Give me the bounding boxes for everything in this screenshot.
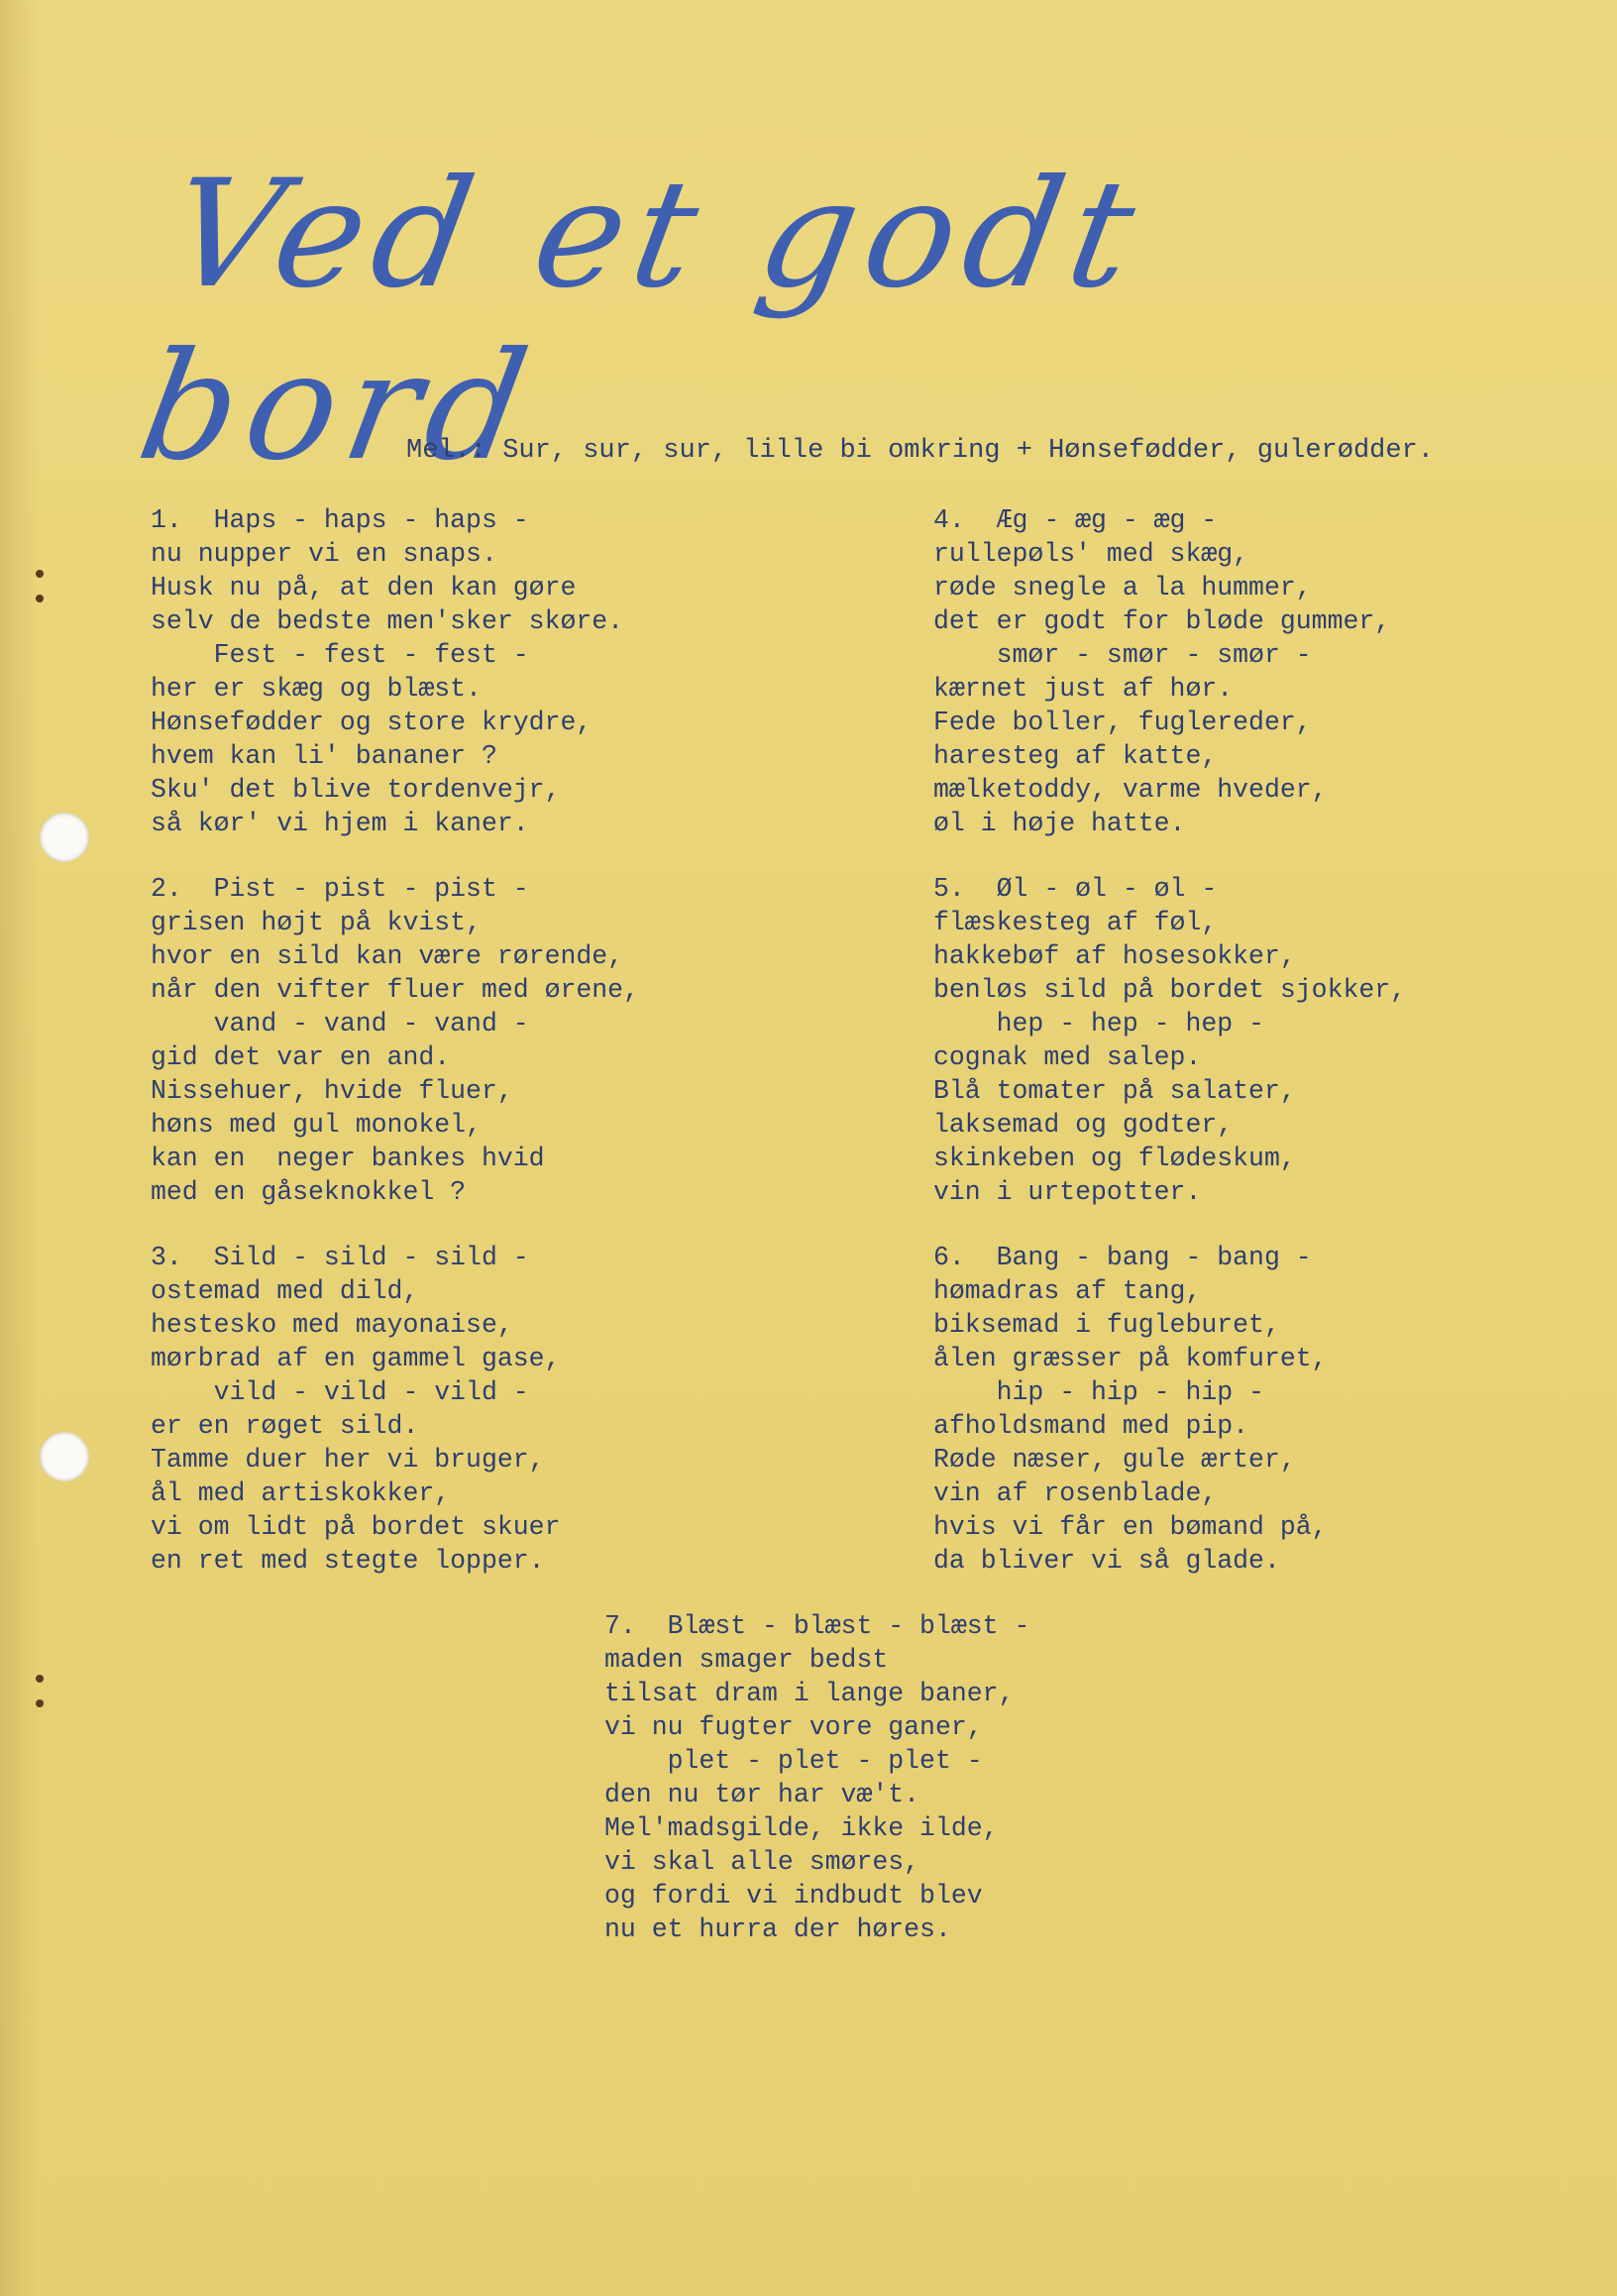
verse-line: Fest - fest - fest - — [151, 640, 529, 670]
verse-2 — [151, 872, 639, 1209]
verse-line: vi skal alle smøres, — [604, 1847, 920, 1877]
verse-line: her er skæg og blæst. — [151, 674, 482, 704]
verse-line: plet - plet - plet - — [604, 1746, 983, 1776]
verse-7 — [604, 1609, 1029, 1946]
verse-line: det er godt for bløde gummer, — [933, 606, 1391, 636]
verse-line: laksemad og godter, — [933, 1110, 1234, 1140]
verse-line: når den vifter fluer med ørene, — [151, 975, 639, 1005]
verse-line: hvis vi får en bømand på, — [933, 1512, 1328, 1542]
verse-line: røde snegle a la hummer, — [933, 573, 1312, 602]
verse-line: 7. Blæst - blæst - blæst - — [604, 1611, 1030, 1641]
verse-line: og fordi vi indbudt blev — [604, 1881, 983, 1911]
verse-line: skinkeben og flødeskum, — [933, 1144, 1296, 1173]
verse-line: vin i urtepotter. — [933, 1177, 1202, 1207]
verse-line: Sku' det blive tordenvejr, — [151, 775, 561, 805]
verse-line: 5. Øl - øl - øl - — [933, 874, 1218, 904]
paper-edge-shadow — [0, 0, 40, 2296]
verse-line: hvor en sild kan være rørende, — [151, 941, 624, 971]
paper-mark — [36, 595, 44, 602]
verse-line: hip - hip - hip - — [933, 1377, 1264, 1407]
verse-line: haresteg af katte, — [933, 741, 1218, 771]
verse-line: Fede boller, fuglereder, — [933, 708, 1312, 737]
punch-hole-bottom — [40, 1432, 89, 1481]
verse-6 — [933, 1241, 1328, 1578]
verse-line: 1. Haps - haps - haps - — [151, 505, 529, 535]
melody-note: Mel.: Sur, sur, sur, lille bi omkring + Hønsefødder, gulerødder. — [406, 436, 1434, 466]
verse-line: en ret med stegte lopper. — [151, 1546, 545, 1576]
verse-line: vild - vild - vild - — [151, 1377, 529, 1407]
verse-line: mælketoddy, varme hveder, — [933, 775, 1328, 805]
verse-line: tilsat dram i lange baner, — [604, 1679, 1015, 1708]
verse-line: Røde næser, gule ærter, — [933, 1445, 1296, 1475]
verse-line: kærnet just af hør. — [933, 674, 1234, 704]
verse-line: ål med artiskokker, — [151, 1478, 451, 1508]
verse-line: den nu tør har væ't. — [604, 1780, 920, 1809]
verse-line: ostemad med dild, — [151, 1276, 419, 1306]
verse-line: benløs sild på bordet sjokker, — [933, 975, 1407, 1005]
verse-line: maden smager bedst — [604, 1645, 889, 1675]
verse-line: er en røget sild. — [151, 1411, 419, 1441]
verse-line: hep - hep - hep - — [933, 1009, 1264, 1039]
verse-line: Mel'madsgilde, ikke ilde, — [604, 1813, 999, 1843]
verse-line: vand - vand - vand - — [151, 1009, 529, 1039]
verse-line: da bliver vi så glade. — [933, 1546, 1280, 1576]
verse-line: Hønsefødder og store krydre, — [151, 708, 593, 737]
verse-line: Husk nu på, at den kan gøre — [151, 573, 577, 602]
verse-line: vi nu fugter vore ganer, — [604, 1712, 983, 1742]
verse-3 — [151, 1241, 560, 1578]
verse-line: Blå tomater på salater, — [933, 1076, 1296, 1106]
verse-line: flæskesteg af føl, — [933, 908, 1218, 937]
verse-4 — [933, 503, 1390, 840]
verse-line: biksemad i fugleburet, — [933, 1310, 1280, 1340]
verse-line: 2. Pist - pist - pist - — [151, 874, 529, 904]
punch-hole-top — [40, 813, 89, 862]
verse-line: med en gåseknokkel ? — [151, 1177, 467, 1207]
verse-line: høns med gul monokel, — [151, 1110, 482, 1140]
paper-mark — [36, 1675, 44, 1683]
verse-line: selv de bedste men'sker skøre. — [151, 606, 624, 636]
verse-line: øl i høje hatte. — [933, 809, 1186, 838]
paper-mark — [36, 1699, 44, 1707]
verse-line: cognak med salep. — [933, 1042, 1202, 1072]
handwritten-title: Ved et godt bord — [127, 149, 1156, 493]
verse-5 — [933, 872, 1406, 1209]
verse-line: Tamme duer her vi bruger, — [151, 1445, 545, 1475]
verse-line: gid det var en and. — [151, 1042, 451, 1072]
paper-mark — [36, 570, 44, 578]
verse-line: nu et hurra der høres. — [604, 1914, 951, 1944]
verse-line: smør - smør - smør - — [933, 640, 1312, 670]
verse-line: vin af rosenblade, — [933, 1478, 1218, 1508]
verse-line: rullepøls' med skæg, — [933, 539, 1249, 569]
verse-line: nu nupper vi en snaps. — [151, 539, 497, 569]
verse-line: mørbrad af en gammel gase, — [151, 1344, 561, 1373]
verse-line: afholdsmand med pip. — [933, 1411, 1249, 1441]
verse-line: hømadras af tang, — [933, 1276, 1202, 1306]
verse-line: hestesko med mayonaise, — [151, 1310, 513, 1340]
verse-line: så kør' vi hjem i kaner. — [151, 809, 529, 838]
verse-line: kan en neger bankes hvid — [151, 1144, 545, 1173]
verse-line: 4. Æg - æg - æg - — [933, 505, 1218, 535]
verse-line: hvem kan li' bananer ? — [151, 741, 497, 771]
verse-line: 6. Bang - bang - bang - — [933, 1243, 1312, 1272]
verse-1 — [151, 503, 623, 840]
verse-line: ålen græsser på komfuret, — [933, 1344, 1328, 1373]
verse-line: vi om lidt på bordet skuer — [151, 1512, 561, 1542]
verse-line: 3. Sild - sild - sild - — [151, 1243, 529, 1272]
verse-line: hakkebøf af hosesokker, — [933, 941, 1296, 971]
verse-line: Nissehuer, hvide fluer, — [151, 1076, 513, 1106]
verse-line: grisen højt på kvist, — [151, 908, 482, 937]
